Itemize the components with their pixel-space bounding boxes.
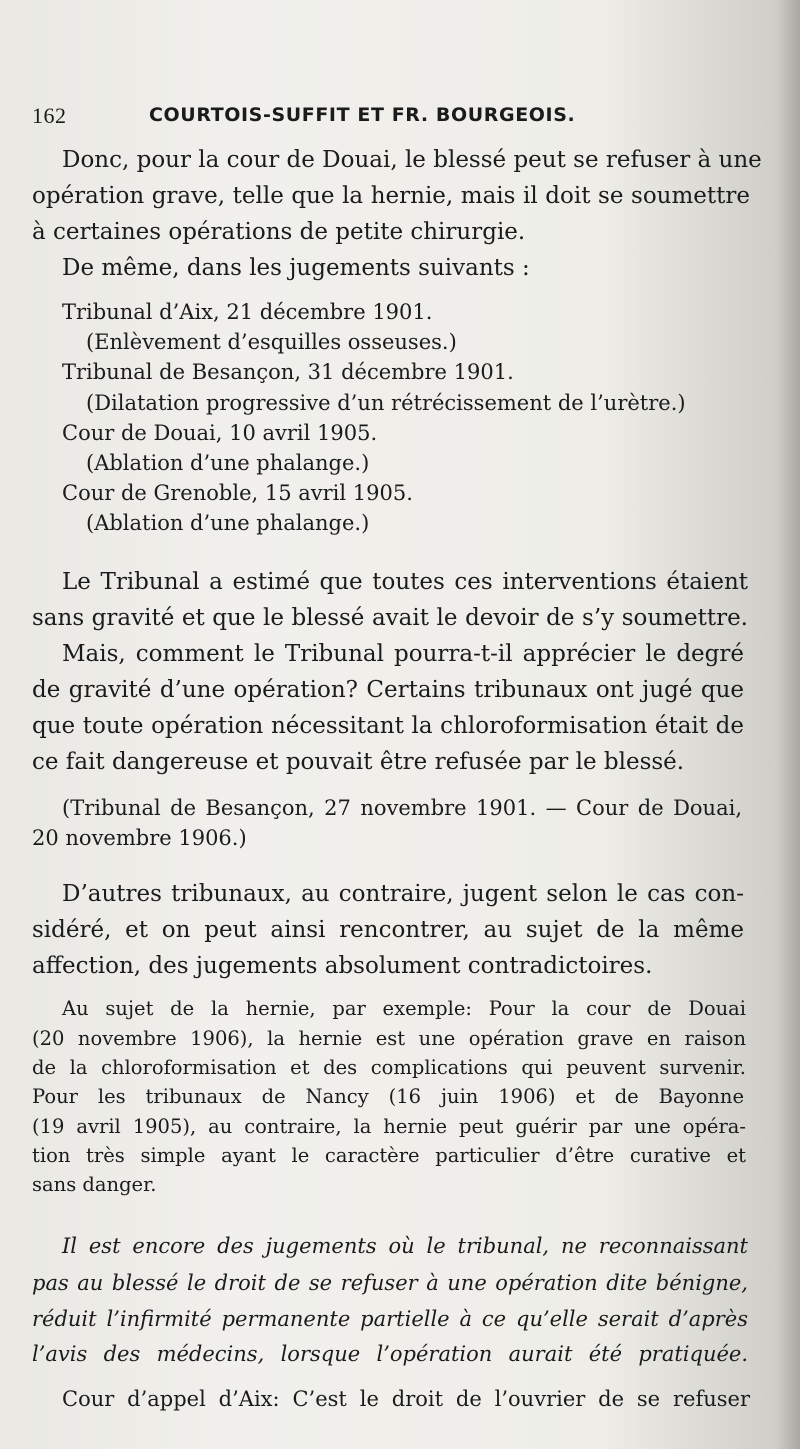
body-line: Cour d’appel d’Aix: C’est le droit de l’ouvrier de se refuser bbox=[62, 1387, 750, 1411]
note-line: (19 avril 1905), au contraire, la hernie peut guérir par une opéra- bbox=[32, 1115, 746, 1138]
body-line: De même, dans les jugements suivants : bbox=[62, 255, 530, 281]
judgment-court: Cour de Douai, 10 avril 1905. bbox=[62, 421, 378, 445]
body-line: Le Tribunal a estimé que toutes ces interventions étaient bbox=[62, 569, 748, 595]
page-header bbox=[32, 103, 752, 133]
italic-line: pas au blessé le droit de se refuser à une opération dite bénigne, bbox=[32, 1271, 748, 1295]
note-line: (20 novembre 1906), la hernie est une opération grave en raison bbox=[32, 1027, 746, 1050]
body-line: affection, des jugements absolument contradictoires. bbox=[32, 953, 653, 979]
body-line: D’autres tribunaux, au contraire, jugent selon le cas con- bbox=[62, 881, 744, 907]
body-line: Mais, comment le Tribunal pourra-t-il apprécier le degré bbox=[62, 641, 744, 667]
running-title: COURTOIS-SUFFIT ET FR. BOURGEOIS. bbox=[149, 104, 576, 126]
body-line: de gravité d’une opération? Certains tribunaux ont jugé que bbox=[32, 677, 744, 703]
body-line: sans gravité et que le blessé avait le devoir de s’y soumettre. bbox=[32, 605, 748, 631]
judgment-court: Tribunal de Besançon, 31 décembre 1901. bbox=[62, 360, 514, 384]
note-line: Pour les tribunaux de Nancy (16 juin 1906) et de Bayonne bbox=[32, 1085, 744, 1108]
page-number: 162 bbox=[32, 103, 67, 128]
body-line: à certaines opérations de petite chirurgie. bbox=[32, 219, 526, 245]
note-line: tion très simple ayant le caractère particulier d’être curative et bbox=[32, 1144, 746, 1167]
judgment-detail: (Enlèvement d’esquilles osseuses.) bbox=[86, 330, 457, 354]
body-line: opération grave, telle que la hernie, mais il doit se soumettre bbox=[32, 183, 750, 209]
judgment-detail: (Dilatation progressive d’un rétrécissement de l’urètre.) bbox=[86, 391, 686, 415]
note-line: de la chloroformisation et des complications qui peuvent survenir. bbox=[32, 1056, 746, 1079]
judgment-court: Tribunal d’Aix, 21 décembre 1901. bbox=[62, 300, 433, 324]
body-line: Donc, pour la cour de Douai, le blessé peut se refuser à une bbox=[62, 147, 762, 173]
note-line: Au sujet de la hernie, par exemple: Pour la cour de Douai bbox=[62, 997, 746, 1020]
body-line: sidéré, et on peut ainsi rencontrer, au sujet de la même bbox=[32, 917, 744, 943]
body-line: que toute opération nécessitant la chloroformisation était de bbox=[32, 713, 744, 739]
judgment-detail: (Ablation d’une phalange.) bbox=[86, 451, 370, 475]
judgment-detail: (Ablation d’une phalange.) bbox=[86, 511, 370, 535]
body-line: ce fait dangereuse et pouvait être refusée par le blessé. bbox=[32, 749, 685, 775]
italic-line: réduit l’infirmité permanente partielle à ce qu’elle serait d’après bbox=[32, 1307, 748, 1331]
italic-line: l’avis des médecins, lorsque l’opération aurait été pratiquée. bbox=[32, 1342, 748, 1366]
note-line: sans danger. bbox=[32, 1173, 157, 1196]
italic-line: Il est encore des jugements où le tribunal, ne reconnaissant bbox=[62, 1234, 748, 1258]
citation-line: 20 novembre 1906.) bbox=[32, 826, 247, 850]
citation-line: (Tribunal de Besançon, 27 novembre 1901. — Cour de Douai, bbox=[62, 796, 742, 820]
judgment-court: Cour de Grenoble, 15 avril 1905. bbox=[62, 481, 413, 505]
